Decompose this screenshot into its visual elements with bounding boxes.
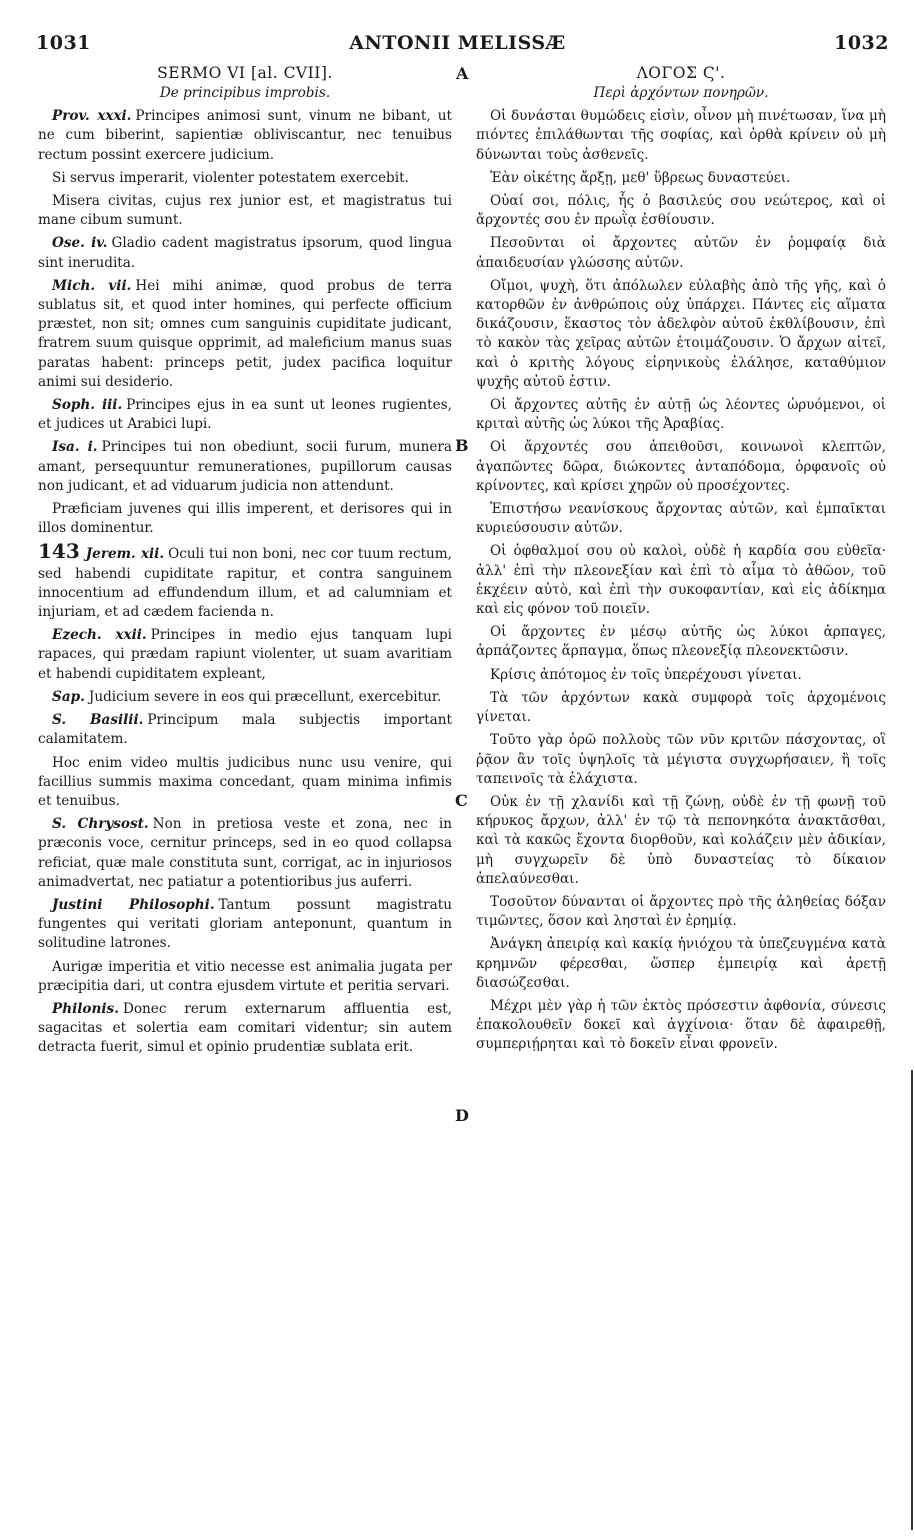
greek-paragraph: Ἀνάγκη ἀπειρίᾳ καὶ κακίᾳ ἡνιόχου τὰ ὑπεζευγμένα κατὰ κρημνῶν φέρεσθαι, ὥσπερ ἐμπειρίᾳ καὶ ἀρετῇ διασώζεσθαι. <box>476 936 886 991</box>
paragraph-text: Gladio cadent magistratus ipsorum, quod lingua sint inerudita. <box>38 235 452 271</box>
paragraph-text: Donec rerum externarum affluentia est, sagacitas et solertia eam comitari videntur; sin autem detracta fuerit, simul et opinio prudentiæ sublata erit. <box>38 1000 452 1056</box>
column-number: 143 <box>38 539 80 564</box>
latin-paragraph <box>38 539 453 622</box>
left-page-number: 1031 <box>36 32 91 54</box>
greek-paragraph: Τὰ τῶν ἀρχόντων κακὰ συμφορὰ τοῖς ἀρχομένοις γίνεται. <box>476 689 886 726</box>
greek-paragraph: Οἴμοι, ψυχὴ, ὅτι ἀπόλωλεν εὐλαβὴς ἀπὸ τῆς γῆς, καὶ ὁ κατορθῶν ἐν ἀνθρώποις οὐχ ὑπάρχει. Πάντες εἰς αἵματα δικάζουσιν, ἕκαστος τὸν ἀδελφὸν αὐτοῦ ἐκθλίβουσιν, ἐπὶ τὸ κακὸν τὰς χεῖρας αὐτῶν ἑτοιμάζουσιν. Ὁ ἄρχων αἰτεῖ, καὶ ὁ κριτὴς λόγους εἰρηνικοὺς ἐλάλησε, καταθύμιον ψυχῆς αὐτοῦ ἐστιν. <box>476 277 886 390</box>
margin-mark-d: D <box>455 1106 469 1125</box>
latin-paragraph <box>38 958 452 996</box>
paragraph-text: Si servus imperarit, violenter potestatem exercebit. <box>52 169 409 186</box>
source-reference: Justini Philosophi. <box>52 896 215 913</box>
source-reference: Prov. xxxi. <box>52 108 132 125</box>
greek-paragraph: Ἐπιστήσω νεανίσκους ἄρχοντας αὐτῶν, καὶ ἐμπαῖκται κυριεύσουσιν αὐτῶν. <box>476 501 886 537</box>
paragraph-text: Hoc enim video multis judicibus nunc usu venire, qui facillius summis maxima concedant, quam minima infimis et tenuibus. <box>38 754 452 809</box>
paragraph-text: Judicium severe in eos qui præcellunt, exercebitur. <box>88 688 442 705</box>
paragraph-text: Misera civitas, cujus rex junior est, et magistratus tui mane cibum sumunt. <box>38 193 452 229</box>
greek-paragraph: Τοσοῦτον δύνανται οἱ ἄρχοντες πρὸ τῆς ἀληθείας δόξαν τιμῶντες, ὅσον καὶ λησταὶ ἐν ἐρημίᾳ. <box>476 893 886 930</box>
latin-paragraph <box>38 234 452 272</box>
latin-paragraph <box>38 688 452 707</box>
paragraph-text: Principes tui non obediunt, socii furum, munera amant, persequuntur remunerationes, pupillorum causas non judicant, et ad viduarum judicia non attendunt. <box>38 439 452 494</box>
source-reference: Ose. iv. <box>52 235 108 252</box>
greek-paragraph: Τοῦτο γὰρ ὁρῶ πολλοὺς τῶν νῦν κριτῶν πάσχοντας, οἳ ῥᾷον ἂν τοῖς ὑψηλοῖς τὰ μέγιστα συγχωρήσαιεν, ἢ τοῖς ταπεινοῖς τὰ ἐλάχιστα. <box>476 732 886 787</box>
greek-paragraph: Πεσοῦνται οἱ ἄρχοντες αὐτῶν ἐν ῥομφαίᾳ διὰ ἀπαιδευσίαν γλώσσης αὐτῶν. <box>476 235 886 271</box>
latin-paragraph <box>38 1000 452 1058</box>
right-page-number: 1032 <box>834 32 889 54</box>
greek-paragraph: Κρίσις ἀπότομος ἐν τοῖς ὑπερέχουσι γίνεται. <box>490 666 802 683</box>
latin-paragraph <box>38 500 452 538</box>
greek-paragraph: Οἱ ἄρχοντές σου ἀπειθοῦσι, κοινωνοὶ κλεπτῶν, ἀγαπῶντες δῶρα, διώκοντες ἀνταπόδομα, ὀρφανοῖς οὐ κρίνοντες, καὶ κρίσει χηρῶν οὐ προσέχοντες. <box>476 439 886 494</box>
latin-paragraph <box>38 815 452 892</box>
latin-sermon-subtitle: De principibus improbis. <box>159 85 331 101</box>
source-reference: Jerem. xii. <box>85 546 165 563</box>
source-reference: S. Chrysost. <box>52 816 149 833</box>
greek-paragraph: Οἱ ὀφθαλμοί σου οὐ καλοὶ, οὐδὲ ἡ καρδία σου εὐθεῖα· ἀλλ' ἐπὶ τὴν πλεονεξίαν καὶ ἐπὶ τὸ αἷμα τὸ ἀθῶον, τοῦ ἐκχέειν αὐτὸ, καὶ ἐπὶ τὴν συκοφαντίαν, καὶ εἰς ἀδίκημα καὶ εἰς φόνον τοῦ ποιεῖν. <box>476 543 886 618</box>
latin-paragraph <box>38 169 452 188</box>
greek-logos-subtitle: Περὶ ἀρχόντων πονηρῶν. <box>593 85 769 101</box>
source-reference: Sap. <box>52 688 85 705</box>
paragraph-text: Aurigæ imperitia et vitio necesse est animalia jugata per præcipitia dari, ut contra ejusdem virtute et peritia servari. <box>38 958 452 994</box>
source-reference: Isa. i. <box>52 439 98 456</box>
greek-paragraph: Οἱ δυνάσται θυμώδεις εἰσὶν, οἶνον μὴ πινέτωσαν, ἵνα μὴ πιόντες ἐπιλάθωνται τῆς σοφίας, καὶ ὀρθὰ κρίνειν οὐ μὴ δύνωνται τοὺς ἀσθενεῖς. <box>476 108 886 163</box>
greek-paragraph: Οὐκ ἐν τῇ χλανίδι καὶ τῇ ζώνῃ, οὐδὲ ἐν τῇ φωνῇ τοῦ κήρυκος ἄρχων, ἀλλ' ἐν τῷ τὰ πεπονηκότα ἀνακτᾶσθαι, καὶ τὰ κακῶς ἔχοντα διορθοῦν, καὶ κολάζειν μὲν ἀδικίαν, μὴ συγχωρεῖν δὲ ὑπὸ δυναστείας τὸ δίκαιον ἀπελαύνεσθαι. <box>476 793 886 887</box>
source-reference: Philonis. <box>52 1000 119 1017</box>
source-reference: Soph. iii. <box>52 397 123 414</box>
paragraph-text: Principes animosi sunt, vinum ne bibant, ut ne cum biberint, sapientiæ obliviscantur, nec tenuibus rectum possint exercere judicium. <box>38 108 452 163</box>
greek-paragraph: Οἱ ἄρχοντες ἐν μέσῳ αὐτῆς ὡς λύκοι ἁρπαγες, ἁρπάζοντες ἅρπαγμα, ὅπως πλεονεξίᾳ πλεονεκτῶσιν. <box>476 624 886 660</box>
greek-paragraph: Ἐὰν οἰκέτης ἄρξῃ, μεθ' ὕβρεως δυναστεύει. <box>490 169 791 186</box>
paragraph-text: Principum mala subjectis important calamitatem. <box>38 712 453 748</box>
latin-sermon-title: SERMO VI [al. CVII]. <box>157 64 333 82</box>
paragraph-text: Oculi tui non boni, nec cor tuum rectum, sed habendi cupiditate rapitur, et contra sanguinem innocentium ad effundendum illum, et ad calumniam et injuriam, et ad cædem facienda n. <box>38 546 453 621</box>
source-reference: Mich. vii. <box>52 277 132 294</box>
margin-mark-c: C <box>455 791 468 810</box>
paragraph-text: Tantum possunt magistratu fungentes qui veritati gloriam anteponunt, quantum in solitudine latrones. <box>38 896 452 952</box>
latin-paragraph <box>38 711 452 749</box>
latin-paragraph <box>38 754 452 812</box>
running-title: ANTONII MELISSÆ <box>349 32 566 54</box>
greek-paragraph: Οὐαί σοι, πόλις, ἧς ὁ βασιλεύς σου νεώτερος, καὶ οἱ ἄρχοντές σου ἐν πρωῒᾳ ἐσθίουσιν. <box>476 193 886 229</box>
latin-paragraph <box>38 438 452 496</box>
latin-paragraph <box>38 896 452 954</box>
margin-mark-a: A <box>456 64 469 83</box>
latin-paragraph <box>38 626 452 684</box>
latin-paragraph <box>38 107 452 165</box>
greek-column <box>476 62 886 1059</box>
latin-paragraph <box>38 192 452 230</box>
greek-paragraph: Οἱ ἄρχοντες αὐτῆς ἐν αὐτῇ ὡς λέοντες ὠρυόμενοι, οἱ κριταὶ αὐτῆς ὡς λύκοι τῆς Ἀραβίας. <box>476 397 886 433</box>
paragraph-text: Hei mihi animæ, quod probus de terra sublatus sit, et quod inter homines, qui perfecte officium præstet, non sit; omnes cum sanguinis cupiditate judicant, fratrem suum quisque opprimit, ad maleficium manus suas paratas habent: princeps petit, judex pacifica loquitur animi sui desiderio. <box>38 277 453 390</box>
edge-rule <box>911 1070 913 1530</box>
greek-paragraph: Μέχρι μὲν γὰρ ἡ τῶν ἐκτὸς πρόσεστιν ἀφθονία, σύνεσις ἐπακολουθεῖν δοκεῖ καὶ ἀγχίνοια· ὅταν δὲ ἀφαιρεθῇ, συμπεριῄρηται καὶ τὸ δοκεῖν εἶναι φρονεῖν. <box>476 997 886 1053</box>
paragraph-text: Præficiam juvenes qui illis imperent, et derisores qui in illos dominentur. <box>38 501 452 537</box>
margin-mark-b: B <box>455 436 469 455</box>
paragraph-text: Principes in medio ejus tanquam lupi rapaces, qui prædam rapiunt violenter, ut suam avaritiam et habendi cupiditatem expleant, <box>38 627 452 682</box>
latin-paragraph <box>38 277 452 392</box>
latin-paragraph <box>38 396 452 434</box>
source-reference: S. Basilii. <box>52 712 144 729</box>
greek-logos-title: ΛΟΓΟΣ Ϛ'. <box>636 64 726 82</box>
source-reference: Ezech. xxii. <box>52 627 147 644</box>
paragraph-text: Principes ejus in ea sunt ut leones rugientes, et judices ut Arabici lupi. <box>38 397 452 433</box>
paragraph-text: Non in pretiosa veste et zona, nec in præconis voce, cernitur princeps, sed in eo quod collapsa reficiat, quæ male constituta sunt, corrigat, ac in injuriosos animadvertat, nec patiatur a potentioribus jus auferri. <box>38 816 452 890</box>
latin-column <box>38 62 452 1062</box>
